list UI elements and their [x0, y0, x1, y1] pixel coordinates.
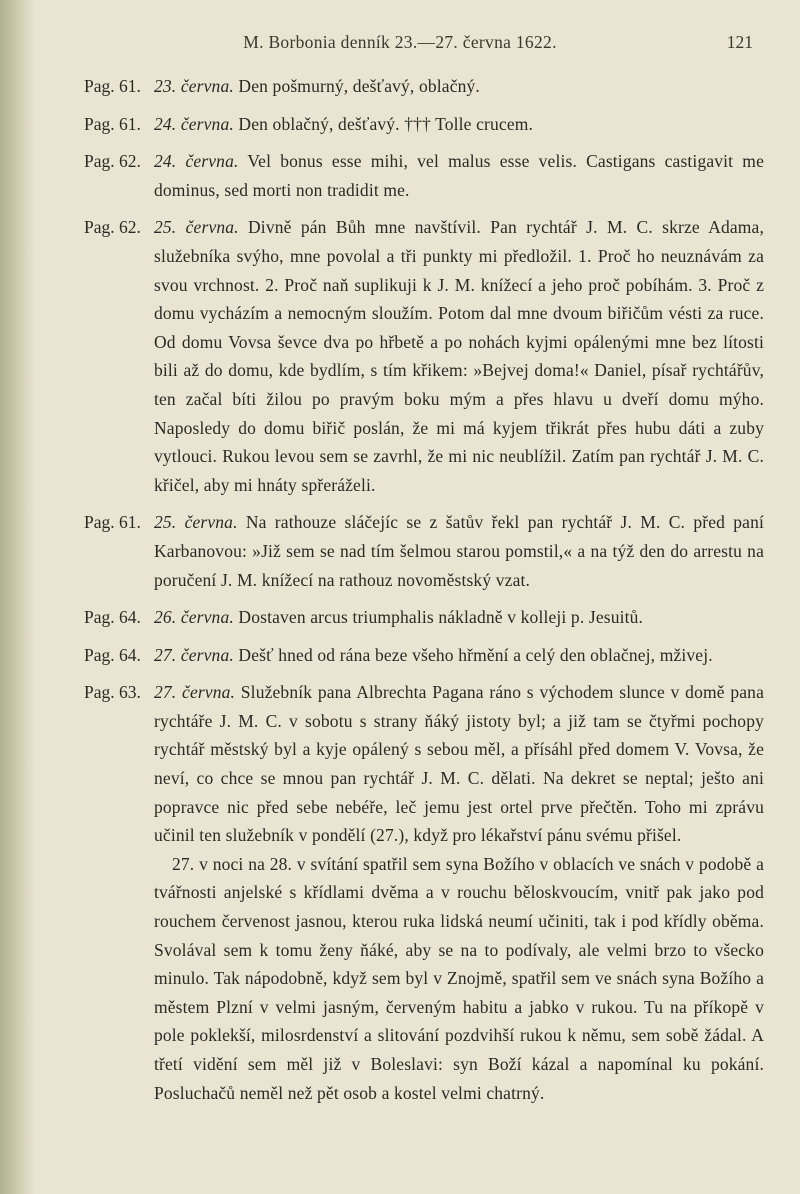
- entry-text: [154, 603, 764, 632]
- entry-body: Na rathouze sláčejíc se z šatův řekl pan rychtář J. M. C. před paní Karbanovou: »Již sem se nad tím šelmou starou pomstil,« a na týž den do arrestu na poručení J. M. knížecí na rathouz novoměstský vzat.: [154, 512, 764, 590]
- diary-entry: [84, 72, 764, 101]
- entry-date: 24. června.: [154, 113, 234, 134]
- entry-paragraph: [154, 213, 764, 499]
- entry-body: Divně pán Bůh mne navštívil. Pan rychtář J. M. C. skrze Adama, služebníka svýho, mne povolal a tři punkty mi předložil. 1. Proč ho neuznávám za svou vrchnost. 2. Proč naň suplikuji k J. M. knížecí a jeho proč pobíhám. 3. Proč z domu vycházím a nemocným sloužím. Potom dal mne dvoum biřičům vésti za ruce. Od domu Vovsa ševce dva po hřbetě a po nohách kyjmi opálenými mne bez lítosti bili až do domu, kde bydlím, s tím křikem: »Bejvej doma!« Daniel, písař rychtářův, ten začal bíti žilou po pravým boku mým a přes hlavu u dveří domu mýho. Naposledy do domu biřič poslán, že mi má kyjem třikrát přes hubu dáti a zuby vytlouci. Rukou levou sem se zavrhl, že mi nic neublížil. Zatím pan rychtář J. M. C. křičel, aby mi hnáty spřeráželi.: [154, 217, 765, 495]
- entry-body: Služebník pana Albrechta Pagana ráno s východem slunce v domě pana rychtáře J. M. C. v sobotu s strany ňáký jistoty byl; a již tam se čtyřmi pochopy rychtář městský byl a kyje opálený s sebou měl, a přísáhl před domem V. Vovsa, že neví, co chce se mnou pan rychtář J. M. C. dělati. Na dekret se neptal; ješto ani popravce nic před sebe nebéře, leč jemu jest ortel prve přečtěn. Toho mi zprávu učinil ten služebník v pondělí (27.), když pro lékařství pánu svému přišel.: [154, 682, 765, 846]
- diary-entry: [84, 678, 764, 1107]
- diary-entry: [84, 508, 764, 594]
- page-edge-shadow: [0, 0, 36, 1194]
- page-reference: Pag. 63.: [84, 682, 141, 703]
- diary-entries: [84, 72, 764, 1116]
- entry-date: 25. června.: [154, 512, 238, 533]
- page-reference: Pag. 62.: [84, 151, 141, 172]
- entry-text: [154, 641, 764, 670]
- entry-body: Vel bonus esse mihi, vel malus esse velis. Castigans castigavit me dominus, sed morti non tradidit me.: [154, 151, 764, 200]
- page-reference: Pag. 64.: [84, 607, 141, 628]
- entry-date: 25. června.: [154, 217, 239, 238]
- entry-body: Dostaven arcus triumphalis nákladně v kolleji p. Jesuitů.: [238, 607, 644, 628]
- running-head: [0, 32, 800, 56]
- diary-entry: [84, 213, 764, 499]
- entry-text: [154, 678, 764, 1107]
- page-reference: Pag. 61.: [84, 76, 141, 96]
- entry-date: 23. června.: [154, 76, 234, 96]
- entry-paragraph: [154, 678, 764, 850]
- entry-body: 27. v noci na 28. v svítání spatřil sem syna Božího v oblacích ve snách v podobě a tvářnosti anjelské s křídlami dvěma a v rouchu běloskvoucím, vnitř pak jako pod rouchem červenost jasnou, kterou ruka lidská neumí učiniti, tak i pod křídly oběma. Svolával sem k tomu ženy ňáké, aby se na to podívaly, ale velmi brzo to všecko minulo. Tak nápodobně, když sem byl v Znojmě, spatřil sem ve snách syna Božího a městem Plzní v velmi jasným, červeným habitu a jabko v rukou. Tu na příkopě v pole poklekší, milosrdenství a slitování pozdvihší rukou k němu, sem sobě žádal. A třetí vidění sem měl již v Boleslavi: syn Boží kázal a napomínal ku pokání. Posluchačů neměl než pět osob a kostel velmi chatrný.: [154, 853, 764, 1103]
- entry-paragraph: [154, 850, 764, 1107]
- page-number: 121: [726, 32, 753, 52]
- entry-paragraph: [154, 147, 764, 204]
- diary-entry: [84, 147, 764, 204]
- page-reference: Pag. 61.: [84, 512, 141, 533]
- entry-text: [154, 147, 764, 204]
- diary-entry: [84, 641, 764, 670]
- entry-body: Den oblačný, dešťavý. ††† Tolle crucem.: [238, 113, 534, 134]
- entry-date: 27. června.: [154, 644, 234, 665]
- entry-body: Den pošmurný, dešťavý, oblačný.: [238, 76, 480, 96]
- page-reference: Pag. 62.: [84, 217, 141, 238]
- entry-paragraph: [154, 508, 764, 594]
- entry-text: [154, 508, 764, 594]
- diary-entry: [84, 603, 764, 632]
- entry-date: 24. června.: [154, 151, 239, 172]
- entry-date: 27. června.: [154, 682, 236, 703]
- entry-text: [154, 213, 764, 499]
- entry-paragraph: [154, 72, 764, 101]
- entry-text: [154, 72, 764, 101]
- page-reference: Pag. 61.: [84, 113, 141, 134]
- entry-body: Dešť hned od rána beze všeho hřmění a celý den oblačnej, mživej.: [238, 644, 713, 665]
- entry-paragraph: [154, 603, 764, 632]
- entry-text: [154, 110, 764, 139]
- entry-paragraph: [154, 110, 764, 139]
- running-title: M. Borbonia denník 23.—27. června 1622.: [243, 32, 557, 52]
- diary-entry: [84, 110, 764, 139]
- page-reference: Pag. 64.: [84, 644, 141, 665]
- entry-paragraph: [154, 641, 764, 670]
- entry-date: 26. června.: [154, 607, 234, 628]
